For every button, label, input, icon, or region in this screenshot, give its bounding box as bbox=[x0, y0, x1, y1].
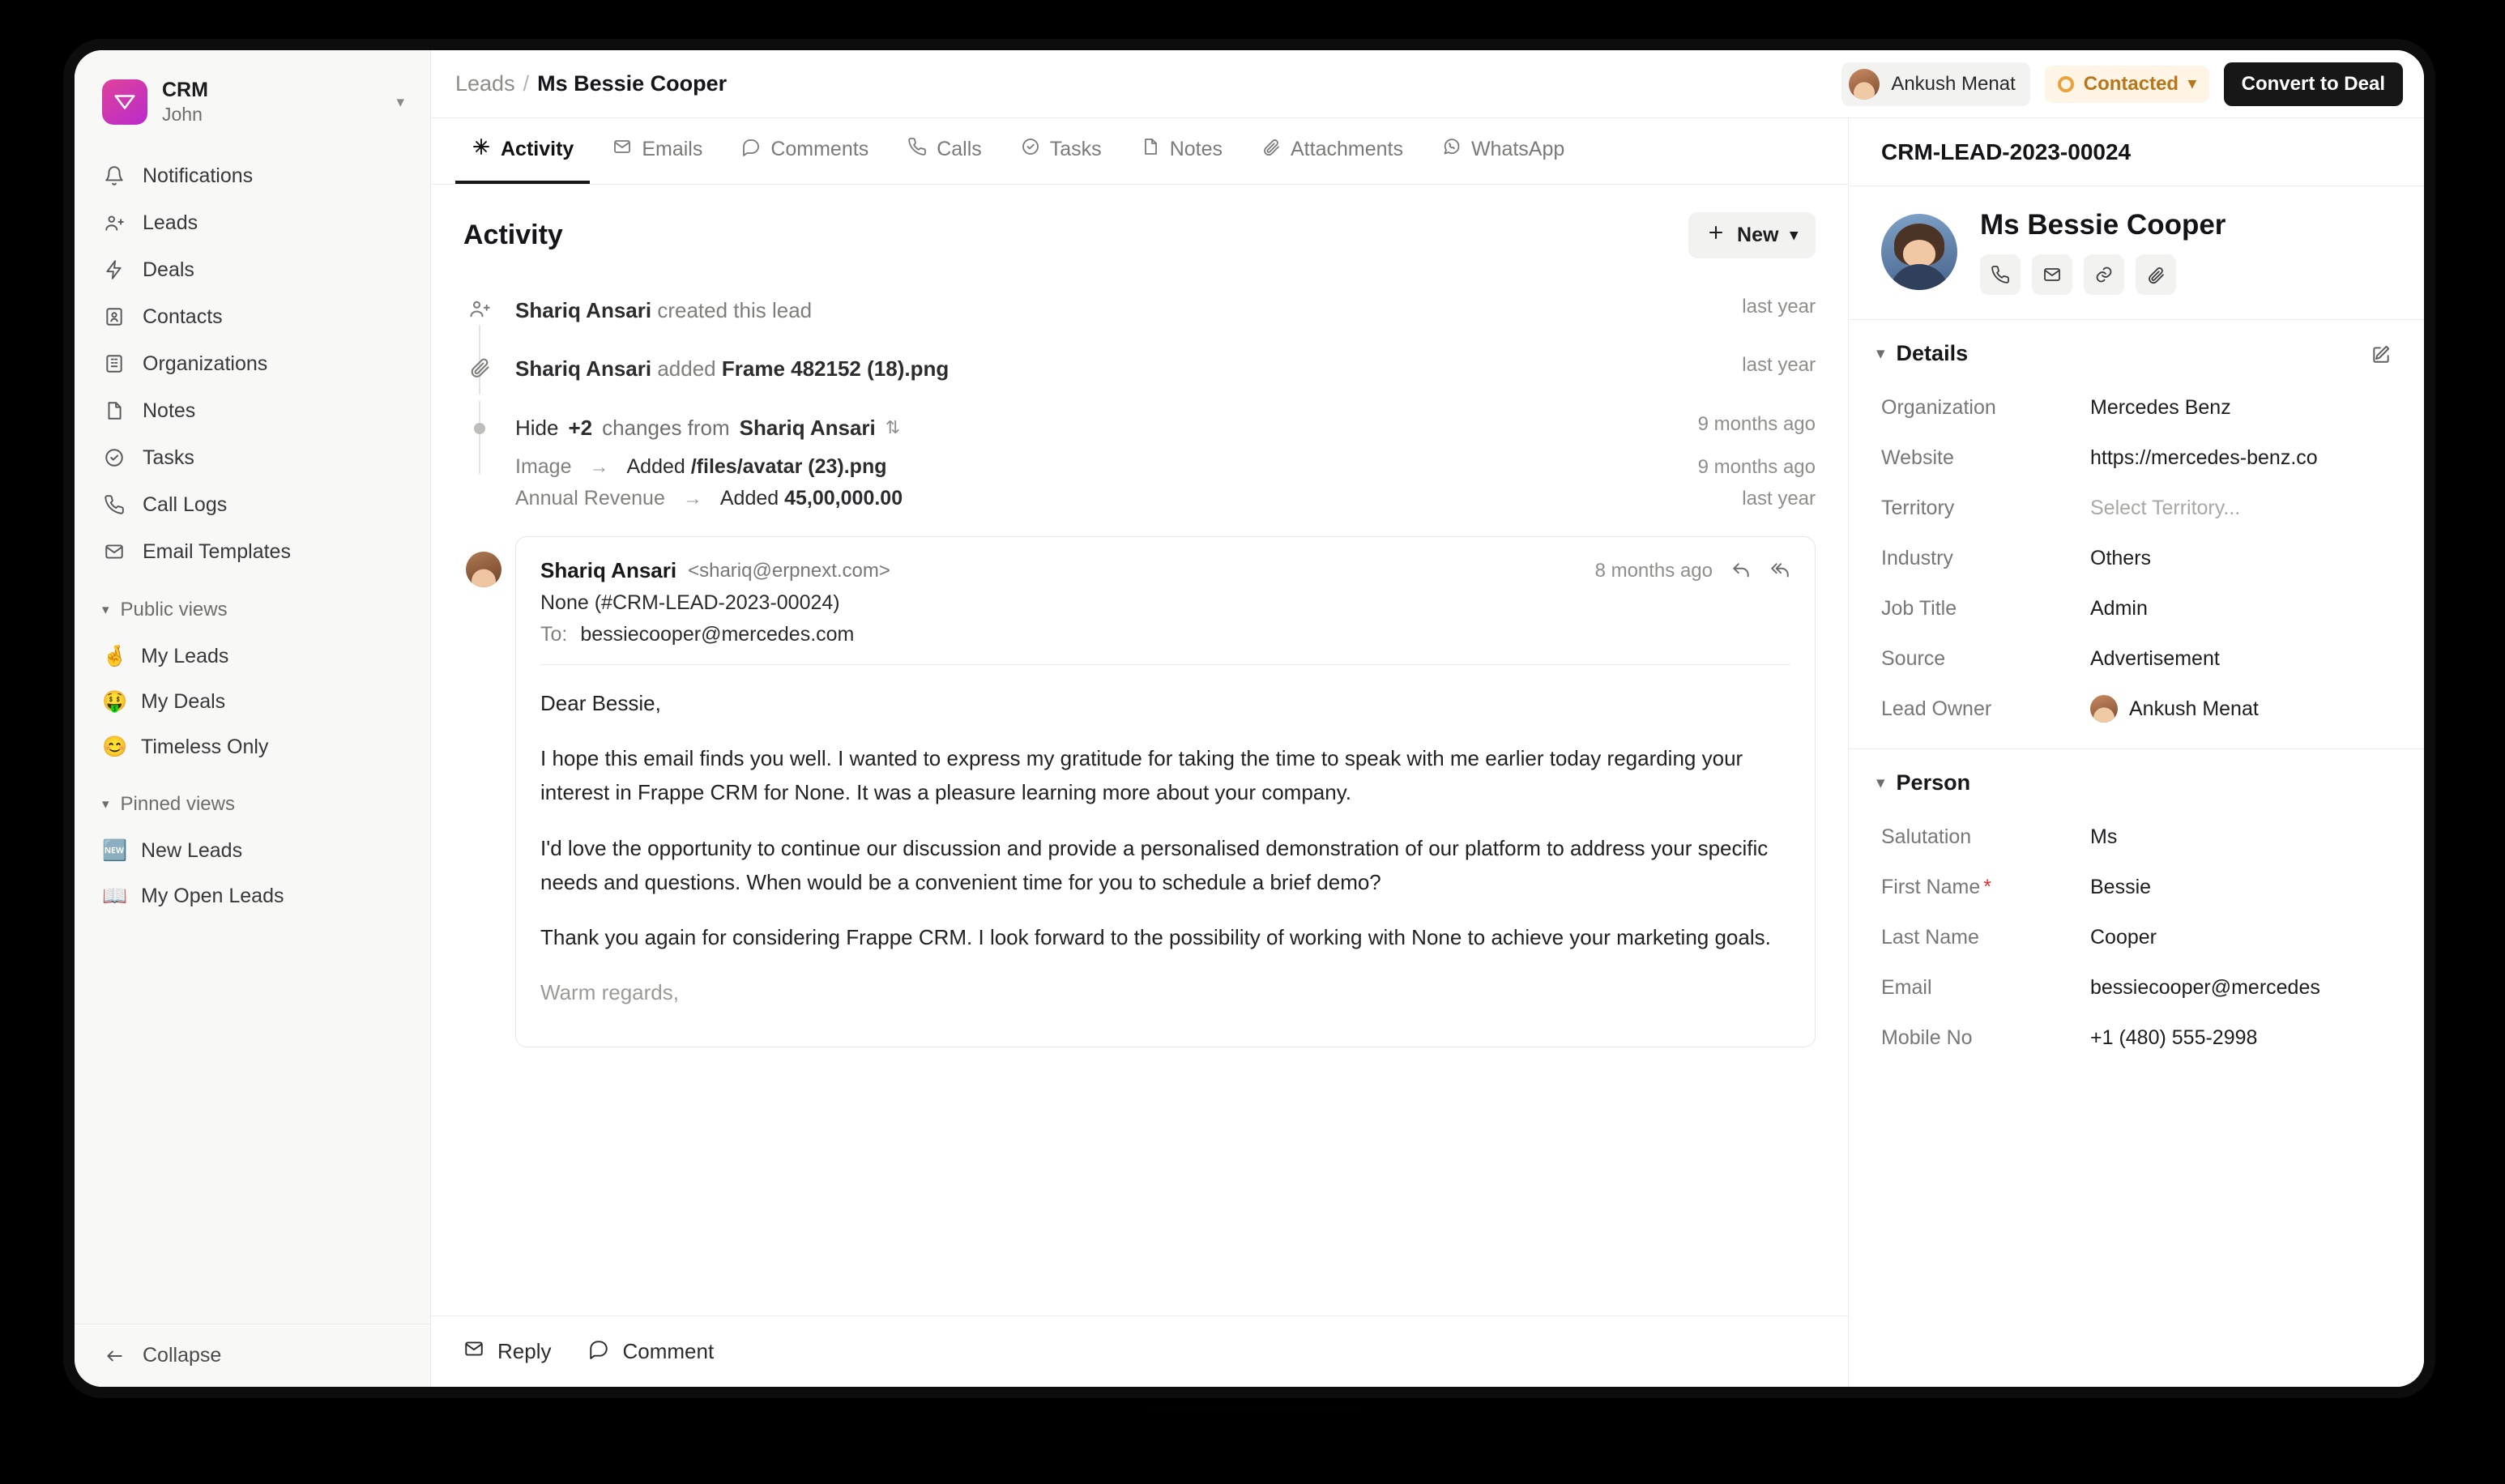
email-to-value: bessiecooper@mercedes.com bbox=[580, 623, 855, 646]
field-value[interactable]: Cooper bbox=[2090, 925, 2157, 949]
avatar bbox=[2090, 695, 2118, 723]
comment-icon bbox=[588, 1338, 609, 1365]
crm-logo-icon bbox=[102, 79, 147, 125]
change-field: Annual Revenue bbox=[515, 487, 665, 510]
comment-button[interactable] bbox=[588, 1338, 714, 1365]
email-address: <shariq@erpnext.com> bbox=[688, 559, 890, 582]
field-label: Email bbox=[1881, 975, 1932, 999]
note-icon bbox=[102, 399, 126, 423]
sidebar-item-leads[interactable] bbox=[91, 199, 414, 246]
chevron-down-icon: ▾ bbox=[1876, 344, 1885, 363]
timeline-text bbox=[515, 354, 1705, 383]
field-organization[interactable] bbox=[1849, 382, 2424, 433]
reply-label: Reply bbox=[497, 1339, 552, 1363]
view-emoji-icon: 📖 bbox=[102, 884, 128, 907]
tab-comments[interactable] bbox=[725, 118, 885, 184]
field-label: Lead Owner bbox=[1881, 697, 1992, 720]
lead-created-icon bbox=[463, 296, 496, 320]
field-value[interactable]: Select Territory... bbox=[2090, 496, 2241, 519]
tab-label: Calls bbox=[937, 138, 982, 160]
tab-emails[interactable] bbox=[596, 118, 719, 184]
field-label: Job Title bbox=[1881, 596, 1957, 620]
sidebar-item-label: Notes bbox=[143, 399, 196, 422]
task-icon bbox=[1021, 137, 1040, 162]
page-title: Activity bbox=[463, 220, 563, 250]
sidebar-item-email-templates[interactable] bbox=[91, 528, 414, 575]
phone-icon bbox=[907, 137, 927, 162]
email-paragraph: I'd love the opportunity to continue our discussion and provide a personalised demonstration of our platform to address your specific needs and questions. When would be a convenient time for you to schedule a brief demo? bbox=[540, 835, 1769, 894]
chevron-down-icon: ▾ bbox=[396, 93, 404, 111]
sidebar-item-label: Tasks bbox=[143, 446, 194, 469]
field-label: First Name * bbox=[1881, 875, 1991, 898]
convert-to-deal-button[interactable]: Convert to Deal bbox=[2224, 62, 2403, 106]
field-value[interactable]: Admin bbox=[2090, 596, 2148, 620]
email-card[interactable] bbox=[515, 536, 1816, 1047]
content-row bbox=[431, 118, 2424, 1387]
change-value: Added /files/avatar (23).png bbox=[626, 455, 887, 479]
field-mobile-no[interactable] bbox=[1849, 1013, 2424, 1063]
center-column bbox=[431, 118, 1849, 1387]
top-bar-actions bbox=[1841, 62, 2403, 106]
field-lead-owner[interactable] bbox=[1849, 684, 2424, 734]
tab-label: Notes bbox=[1169, 138, 1223, 160]
field-label: Salutation bbox=[1881, 825, 1972, 848]
sidebar-view-timeless-only[interactable] bbox=[91, 724, 414, 770]
field-value[interactable]: Others bbox=[2090, 546, 2152, 569]
brand-name: CRM bbox=[162, 79, 208, 101]
chevron-down-icon: ▾ bbox=[1790, 227, 1798, 244]
changes-actor: Shariq Ansari bbox=[739, 415, 876, 440]
sidebar-item-deals[interactable] bbox=[91, 246, 414, 293]
sidebar-view-my-deals[interactable] bbox=[91, 679, 414, 724]
record-name: Ms Bessie Cooper bbox=[1980, 209, 2226, 241]
pinned-views-header[interactable] bbox=[75, 781, 430, 828]
record-id: CRM-LEAD-2023-00024 bbox=[1849, 118, 2424, 186]
sidebar-view-my-leads[interactable] bbox=[91, 633, 414, 679]
tab-label: Activity bbox=[501, 138, 574, 160]
bolt-icon bbox=[102, 258, 126, 282]
sidebar-item-label: Email Templates bbox=[143, 539, 291, 563]
field-value[interactable]: https://mercedes-benz.co bbox=[2090, 446, 2318, 469]
sidebar bbox=[75, 50, 431, 1387]
hide-label: Hide bbox=[515, 415, 559, 440]
field-value[interactable]: +1 (480) 555-2998 bbox=[2090, 1026, 2258, 1049]
event-actor: Shariq Ansari bbox=[515, 298, 652, 322]
divider bbox=[540, 664, 1790, 665]
field-value[interactable]: bessiecooper@mercedes bbox=[2090, 975, 2320, 999]
avatar bbox=[1849, 69, 1880, 100]
timeline-item bbox=[463, 288, 1816, 346]
field-value: Ankush Menat bbox=[2129, 697, 2259, 720]
tab-label: Tasks bbox=[1049, 138, 1102, 160]
view-emoji-icon: 🤞 bbox=[102, 644, 128, 667]
field-first-name[interactable] bbox=[1849, 862, 2424, 912]
field-label: Last Name bbox=[1881, 925, 1979, 949]
tab-label: Attachments bbox=[1291, 138, 1403, 160]
email-paragraph: Dear Bessie, bbox=[540, 691, 661, 716]
new-label: New bbox=[1737, 224, 1779, 246]
view-label: My Leads bbox=[141, 644, 229, 667]
email-body bbox=[540, 686, 1790, 1009]
field-salutation[interactable] bbox=[1849, 812, 2424, 862]
change-field: Image bbox=[515, 455, 572, 479]
field-industry[interactable] bbox=[1849, 533, 2424, 583]
field-value[interactable]: Bessie bbox=[2090, 875, 2152, 898]
bell-icon bbox=[102, 164, 126, 188]
breadcrumb bbox=[455, 71, 727, 96]
field-job-title[interactable] bbox=[1849, 583, 2424, 633]
timeline-text bbox=[515, 296, 1705, 325]
sidebar-item-label: Organizations bbox=[143, 352, 268, 375]
event-actor: Shariq Ansari bbox=[515, 356, 652, 382]
reply-bar bbox=[431, 1316, 1848, 1387]
field-value[interactable]: Ms bbox=[2090, 825, 2118, 848]
sidebar-item-label: Call Logs bbox=[143, 493, 228, 516]
record-identity bbox=[1849, 186, 2424, 320]
status-label: Contacted bbox=[2083, 72, 2179, 95]
change-row bbox=[463, 447, 1816, 479]
paperclip-icon[interactable] bbox=[2136, 254, 2176, 295]
activity-panel bbox=[431, 185, 1848, 1316]
tab-whatsapp[interactable] bbox=[1426, 118, 1581, 184]
sidebar-item-notifications[interactable] bbox=[91, 152, 414, 199]
breadcrumb-current: Ms Bessie Cooper bbox=[537, 71, 728, 96]
event-detail: Frame 482152 (18).png bbox=[721, 356, 950, 382]
person-title: Person bbox=[1896, 770, 1971, 795]
paperclip-icon bbox=[463, 354, 496, 378]
required-marker: * bbox=[1983, 875, 1991, 898]
email-paragraph: I hope this email finds you well. I wanted to express my gratitude for taking the time to speak with me earlier today regarding your interest in Frappe CRM for None. It was a pleasure learning more about your company. bbox=[540, 746, 1743, 805]
chevron-down-icon: ▾ bbox=[102, 796, 109, 812]
comment-label: Comment bbox=[622, 1339, 715, 1363]
view-emoji-icon: 🤑 bbox=[102, 689, 128, 713]
phone-icon[interactable] bbox=[1980, 254, 2021, 295]
person-section-header[interactable] bbox=[1849, 749, 2424, 812]
field-value[interactable]: Advertisement bbox=[2090, 646, 2220, 670]
event-action: added bbox=[657, 356, 716, 382]
collapse-sidebar-button[interactable] bbox=[75, 1324, 430, 1387]
details-title: Details bbox=[1896, 341, 1969, 365]
email-paragraph: Thank you again for considering Frappe CRM. I look forward to the possibility of working with None to achieve your marketing goals. bbox=[540, 924, 1771, 949]
mail-icon bbox=[102, 539, 126, 564]
field-label: Industry bbox=[1881, 546, 1953, 569]
sidebar-item-organizations[interactable] bbox=[91, 340, 414, 387]
field-label: Organization bbox=[1881, 395, 1996, 419]
contact-icon bbox=[102, 305, 126, 329]
view-label: New Leads bbox=[141, 838, 243, 862]
sidebar-nav bbox=[75, 152, 430, 575]
changes-label: changes from bbox=[602, 415, 730, 440]
event-time: 9 months ago bbox=[1697, 412, 1816, 435]
activity-icon bbox=[472, 137, 491, 162]
leads-icon bbox=[102, 211, 126, 235]
field-email[interactable] bbox=[1849, 962, 2424, 1013]
sidebar-view-my-open-leads[interactable] bbox=[91, 873, 414, 919]
sidebar-item-label: Leads bbox=[143, 211, 198, 234]
building-icon bbox=[102, 352, 126, 376]
chevron-up-down-icon: ⇅ bbox=[885, 416, 901, 437]
field-value[interactable]: Mercedes Benz bbox=[2090, 395, 2231, 419]
field-label: Source bbox=[1881, 646, 1946, 670]
edit-icon[interactable] bbox=[2371, 343, 2392, 365]
avatar[interactable] bbox=[1881, 214, 1957, 290]
email-time: 8 months ago bbox=[1594, 559, 1713, 582]
reply-button[interactable] bbox=[463, 1338, 551, 1365]
main-area bbox=[431, 50, 2424, 1387]
phone-icon bbox=[102, 493, 126, 517]
sidebar-item-label: Deals bbox=[143, 258, 194, 281]
tab-label: Comments bbox=[770, 138, 869, 160]
tab-tasks[interactable] bbox=[1005, 118, 1118, 184]
field-territory[interactable] bbox=[1849, 483, 2424, 533]
field-label: Territory bbox=[1881, 496, 1955, 519]
tab-bar bbox=[431, 118, 1848, 185]
sidebar-item-notes[interactable] bbox=[91, 387, 414, 434]
sidebar-item-label: Notifications bbox=[143, 164, 254, 187]
view-label: My Deals bbox=[141, 689, 226, 713]
top-bar bbox=[431, 50, 2424, 118]
view-label: Timeless Only bbox=[141, 735, 269, 758]
event-action: created this lead bbox=[657, 298, 813, 322]
plus-icon bbox=[1706, 223, 1726, 248]
public-views-header[interactable] bbox=[75, 586, 430, 633]
email-header bbox=[540, 558, 1790, 583]
changes-count: +2 bbox=[568, 415, 593, 440]
collapse-label: Collapse bbox=[143, 1344, 222, 1367]
chevron-down-icon: ▾ bbox=[102, 602, 109, 617]
view-emoji-icon: 😊 bbox=[102, 735, 128, 758]
email-to-label: To: bbox=[540, 623, 568, 646]
event-time: last year bbox=[1742, 296, 1816, 318]
field-value-wrapper[interactable] bbox=[2090, 695, 2259, 723]
email-icon bbox=[612, 137, 632, 162]
view-label: My Open Leads bbox=[141, 884, 284, 907]
hide-changes-toggle[interactable] bbox=[515, 413, 1661, 442]
activity-header bbox=[463, 212, 1816, 258]
details-panel bbox=[1849, 118, 2424, 1387]
status-dot-icon bbox=[2058, 76, 2074, 92]
workspace-switcher[interactable] bbox=[92, 70, 414, 134]
new-activity-button[interactable] bbox=[1688, 212, 1816, 258]
field-last-name[interactable] bbox=[1849, 912, 2424, 962]
pinned-views-title: Pinned views bbox=[120, 793, 235, 815]
reply-all-icon[interactable] bbox=[1769, 561, 1790, 582]
whatsapp-icon bbox=[1442, 137, 1462, 162]
mail-icon[interactable] bbox=[2032, 254, 2072, 295]
event-time: last year bbox=[1742, 354, 1816, 377]
arrow-right-icon: → bbox=[682, 487, 702, 510]
change-time: last year bbox=[1742, 487, 1816, 510]
assignee-name: Ankush Menat bbox=[1891, 72, 2016, 95]
public-views-title: Public views bbox=[120, 599, 228, 620]
app-window bbox=[75, 50, 2424, 1387]
field-label: Mobile No bbox=[1881, 1026, 1973, 1049]
sidebar-view-new-leads[interactable] bbox=[91, 828, 414, 873]
link-icon[interactable] bbox=[2084, 254, 2124, 295]
chevron-down-icon: ▾ bbox=[2188, 75, 2196, 92]
email-paragraph: Warm regards, bbox=[540, 979, 679, 1004]
brand-user: John bbox=[162, 104, 203, 126]
activity-timeline bbox=[463, 288, 1816, 1047]
reply-icon[interactable] bbox=[1730, 561, 1752, 582]
sidebar-item-label: Contacts bbox=[143, 305, 223, 328]
comment-icon bbox=[741, 137, 761, 162]
field-website[interactable] bbox=[1849, 433, 2424, 483]
change-time: 9 months ago bbox=[1697, 455, 1816, 478]
tab-attachments[interactable] bbox=[1245, 118, 1419, 184]
email-subject: None (#CRM-LEAD-2023-00024) bbox=[540, 591, 840, 615]
breadcrumb-separator: / bbox=[523, 71, 530, 96]
avatar bbox=[466, 552, 501, 587]
tab-activity[interactable] bbox=[455, 118, 590, 184]
tab-notes[interactable] bbox=[1124, 118, 1239, 184]
email-recipient-row bbox=[540, 623, 1790, 646]
assignee-button[interactable] bbox=[1841, 62, 2029, 106]
tab-label: Emails bbox=[642, 138, 703, 160]
status-badge[interactable] bbox=[2045, 66, 2209, 103]
paperclip-icon bbox=[1261, 137, 1281, 162]
arrow-right-icon: → bbox=[589, 455, 609, 478]
sidebar-item-tasks[interactable] bbox=[91, 434, 414, 481]
tab-label: WhatsApp bbox=[1470, 138, 1565, 160]
email-icon bbox=[463, 1338, 484, 1365]
timeline-item bbox=[463, 346, 1816, 404]
collapse-icon bbox=[102, 1344, 126, 1368]
breadcrumb-leads[interactable]: Leads bbox=[455, 71, 515, 96]
quick-actions bbox=[1980, 254, 2225, 295]
timeline-dot bbox=[463, 413, 496, 434]
details-section-header[interactable] bbox=[1849, 320, 2424, 382]
field-label: Website bbox=[1881, 446, 1954, 469]
email-sender: Shariq Ansari bbox=[540, 558, 677, 583]
tab-calls[interactable] bbox=[891, 118, 998, 184]
change-value: Added 45,00,000.00 bbox=[719, 487, 903, 510]
sidebar-item-call-logs[interactable] bbox=[91, 481, 414, 528]
task-icon bbox=[102, 446, 126, 470]
timeline-group bbox=[463, 405, 1816, 447]
view-emoji-icon: 🆕 bbox=[102, 838, 128, 862]
field-source[interactable] bbox=[1849, 633, 2424, 684]
chevron-down-icon: ▾ bbox=[1876, 774, 1885, 792]
sidebar-item-contacts[interactable] bbox=[91, 293, 414, 340]
note-icon bbox=[1141, 137, 1160, 162]
change-row bbox=[463, 479, 1816, 517]
